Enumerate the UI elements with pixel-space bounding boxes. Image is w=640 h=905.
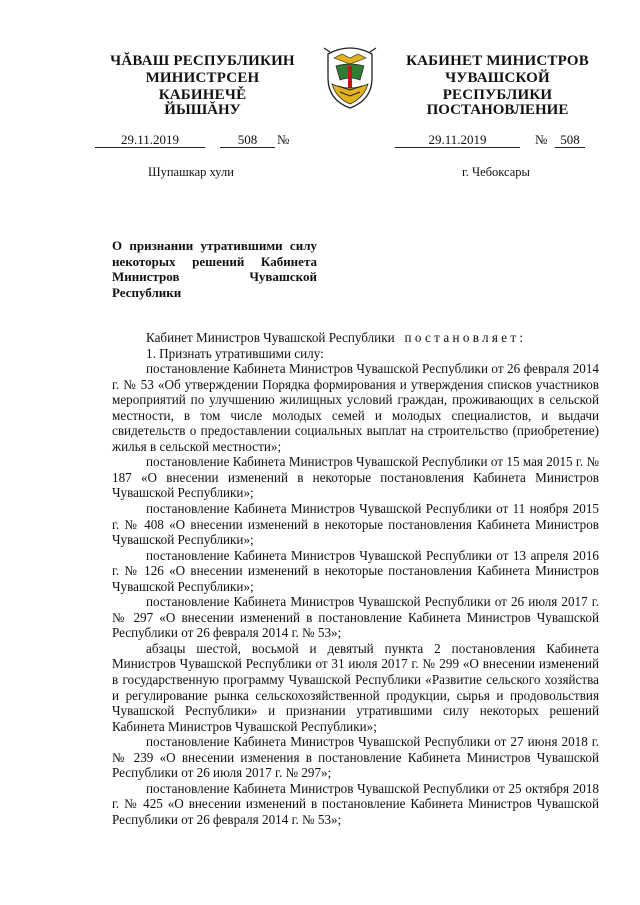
left-number-sign: №: [277, 132, 290, 147]
left-doc-type: ЙЫШĂНУ: [164, 102, 241, 118]
chuvash-emblem-icon: [320, 44, 380, 110]
paragraph: абзацы шестой, восьмой и девятый пункта 2 постановления Кабинета Министров Чувашской Республики от 31 июля 2017 г. № 299 «О внесении изменений в государственную программу Чувашской Республики «Развитие сельского хозяйства и регулирование рынка сельскохозяйственной продукции, сырья и продовольствия Чувашской Республики» и признании утратившими силу некоторых решений Кабинета Министров Чувашской Республики»;: [112, 640, 599, 734]
left-title-line1: ЧĂВАШ РЕСПУБЛИКИН: [110, 53, 295, 69]
intro-paragraph: [112, 330, 599, 346]
right-number: 508: [555, 132, 585, 148]
left-title-line2: МИНИСТРСЕН КАБИНЕЧĚ: [145, 70, 260, 103]
right-number-sign: №: [535, 132, 548, 147]
document-subject: О признании утратившими силу некоторых решений Кабинета Министров Чувашской Республики: [112, 238, 317, 300]
intro-resolves: постановляет:: [404, 330, 527, 345]
document-body: [112, 330, 599, 828]
paragraph: постановление Кабинета Министров Чувашской Республики от 27 июня 2018 г. № 239 «О внесении изменения в постановление Кабинета Министров Чувашской Республики от 26 июля 2017 г. № 297»;: [112, 734, 599, 781]
header-right-title: [390, 53, 605, 104]
left-place: Шупашкар хули: [148, 165, 234, 179]
paragraph: постановление Кабинета Министров Чувашской Республики от 13 апреля 2016 г. № 126 «О внесении изменений в некоторые постановления Кабинета Министров Чувашской Республики»;: [112, 547, 599, 594]
paragraph: постановление Кабинета Министров Чувашской Республики от 25 октября 2018 г. № 425 «О внесении изменений в постановление Кабинета Министров Чувашской Республики от 26 февраля 2014 г. № 53»;: [112, 780, 599, 827]
right-title-line1: КАБИНЕТ МИНИСТРОВ: [406, 53, 589, 69]
paragraph: постановление Кабинета Министров Чувашской Республики от 11 ноября 2015 г. № 408 «О внесении изменений в некоторые постановления Кабинета Министров Чувашской Республики»;: [112, 501, 599, 548]
right-place: г. Чебоксары: [462, 165, 530, 179]
header-left-title: [100, 53, 305, 104]
left-date: 29.11.2019: [95, 132, 205, 148]
item-1: 1. Признать утратившими силу:: [146, 345, 324, 361]
right-doc-type: ПОСТАНОВЛЕНИЕ: [426, 102, 569, 118]
paragraph: постановление Кабинета Министров Чувашской Республики от 26 июля 2017 г. № 297 «О внесении изменений в постановление Кабинета Министров Чувашской Республики от 26 февраля 2014 г. № 53»;: [112, 594, 599, 641]
right-dateline: [395, 132, 610, 148]
left-dateline: [95, 132, 305, 148]
right-date: 29.11.2019: [395, 132, 520, 148]
intro-text: Кабинет Министров Чувашской Республики: [146, 330, 395, 345]
paragraph: постановление Кабинета Министров Чувашской Республики от 15 мая 2015 г. № 187 «О внесении изменений в некоторые постановления Кабинета Министров Чувашской Республики»;: [112, 454, 599, 501]
right-title-line2: ЧУВАШСКОЙ РЕСПУБЛИКИ: [442, 70, 553, 103]
paragraph: постановление Кабинета Министров Чувашской Республики от 26 февраля 2014 г. № 53 «Об утверждении Порядка формирования и утверждения списков участников мероприятий по улучшению жилищных условий граждан, проживающих в сельской местности, в том числе молодых семей и молодых специалистов, и выдачи свидетельств о предоставлении социальных выплат на строительство (приобретение) жилья в сельской местности»;: [112, 361, 599, 454]
left-number: 508: [220, 132, 275, 148]
